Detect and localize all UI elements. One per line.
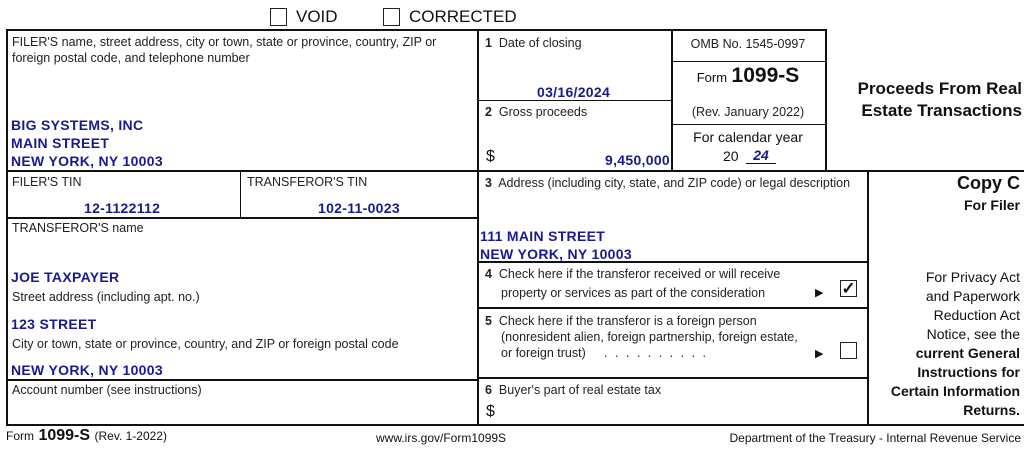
form-name-header: Form 1099-S: [696, 64, 800, 87]
box5-bottom: [477, 377, 867, 379]
gross-proceeds-value: 9,450,000: [605, 152, 670, 168]
top-border: [6, 29, 826, 31]
box2-label: 2 Gross proceeds: [485, 105, 588, 119]
tin-divider: [240, 170, 241, 217]
property-address-line1: 111 MAIN STREET: [480, 228, 606, 244]
transferor-tin-value: 102-11-0023: [318, 200, 400, 216]
street-address-label: Street address (including apt. no.): [12, 290, 200, 304]
box1-label: 1 Date of closing: [485, 36, 582, 50]
box5-checkbox[interactable]: [840, 342, 857, 359]
filer-label: FILER'S name, street address, city or town, state or province, country, ZIP or foreign postal code, and telephone number: [12, 35, 437, 65]
transferor-name-label: TRANSFEROR'S name: [12, 221, 144, 235]
box5-line3: or foreign trust): [501, 346, 586, 360]
account-number-label: Account number (see instructions): [12, 383, 202, 397]
left-border: [6, 29, 8, 425]
box4-line1: 4 Check here if the transferor received or will receive: [485, 267, 781, 281]
privacy-notice: For Privacy Act and Paperwork Reduction Act Notice, see the current General Instructions for Certain Information Returns.: [890, 269, 1020, 418]
property-address-line2: NEW YORK, NY 10003: [480, 246, 632, 262]
transferor-tin-label: TRANSFEROR'S TIN: [247, 175, 368, 189]
box4-bottom: [477, 307, 867, 309]
form-title-line1: Proceeds From Real: [857, 79, 1022, 98]
city-label: City or town, state or province, country, and ZIP or foreign postal code: [12, 337, 399, 351]
filer-tin-label: FILER'S TIN: [12, 175, 82, 189]
transferor-name-value: JOE TAXPAYER: [11, 269, 120, 285]
calendar-year-label: For calendar year: [693, 129, 803, 145]
corrected-label: CORRECTED: [409, 7, 517, 26]
box6-dollar-sign: $: [486, 403, 495, 420]
void-checkbox[interactable]: [270, 8, 287, 26]
box2-dollar-sign: $: [486, 148, 495, 165]
mid-border: [477, 29, 479, 425]
account-top: [6, 379, 479, 381]
void-label: VOID: [296, 7, 338, 26]
footer-url[interactable]: www.irs.gov/Form1099S: [376, 431, 507, 445]
city-value: NEW YORK, NY 10003: [11, 362, 163, 378]
box4-arrow-icon: ▶: [815, 287, 824, 299]
year-suffix[interactable]: 24: [746, 147, 776, 164]
tin-bottom: [6, 217, 479, 219]
form-revision: (Rev. January 2022): [691, 105, 805, 119]
filer-city: NEW YORK, NY 10003: [11, 153, 163, 169]
box5-line2: (nonresident alien, foreign partnership, foreign estate,: [501, 330, 798, 344]
corrected-checkbox[interactable]: [383, 8, 400, 26]
filer-name: BIG SYSTEMS, INC: [11, 117, 144, 133]
footer-department: Department of the Treasury - Internal Revenue Service: [729, 431, 1021, 445]
box5-line1: 5 Check here if the transferor is a foreign person: [485, 314, 757, 328]
rev-line: [671, 124, 825, 125]
filer-tin-value: 12-1122112: [84, 200, 161, 216]
filer-street: MAIN STREET: [11, 135, 110, 151]
copy-subtitle: For Filer: [963, 197, 1020, 213]
bottom-border: [6, 424, 1024, 426]
form-title-line2: Estate Transactions: [861, 101, 1022, 120]
copy-title: Copy C: [957, 173, 1020, 193]
omb-line: [671, 61, 825, 62]
street-address-value: 123 STREET: [11, 316, 97, 332]
row-divider-1: [6, 170, 1024, 172]
date-of-closing-value: 03/16/2024: [537, 84, 611, 100]
box4-line2: property or services as part of the consideration: [501, 286, 766, 300]
box5-dots: . . . . . . . . . .: [604, 346, 708, 360]
omb-number: OMB No. 1545-0997: [690, 37, 806, 51]
year-prefix: 20: [723, 148, 739, 164]
footer-form-label: Form 1099-S (Rev. 1-2022): [6, 427, 167, 444]
box3-label: 3 Address (including city, state, and ZIP code) or legal description: [485, 176, 851, 190]
box5-arrow-icon: ▶: [815, 348, 824, 360]
box6-label: 6 Buyer's part of real estate tax: [485, 383, 662, 397]
box4-checkbox[interactable]: ✓: [841, 279, 856, 298]
